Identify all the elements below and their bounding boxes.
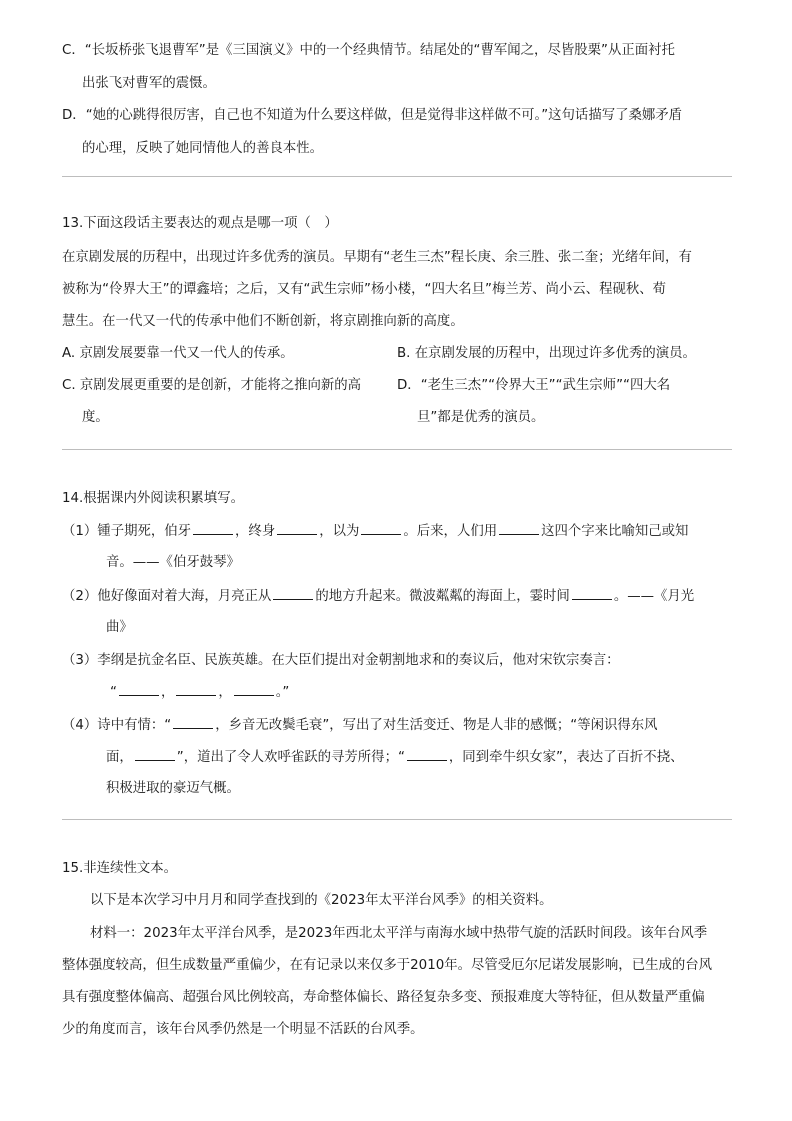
fill-blank[interactable] [273,587,313,600]
q14-item3-line1: （3）李纲是抗金名臣、民族英雄。在大臣们提出对金朝割地求和的奏议后，他对宋钦宗奏言： [62,653,620,668]
fill-blank[interactable] [135,748,175,761]
q13-paragraph-line2: 被称为“伶界大王”的谭鑫培；之后，又有“武生宗师”杨小楼，“四大名旦”梅兰芳、尚小云、程砚秋、荀 [62,282,667,297]
q14-item3-text-d: 。” [275,685,290,700]
fill-blank[interactable] [234,683,274,696]
fill-blank[interactable] [499,522,539,535]
q14-item4-text-c: 面， [106,750,133,765]
q15-material1-line3: 具有强度整体偏高、超强台风比例较高，寿命整体偏长、路径复杂多变、预报难度大等特征，但从数量严重偏 [62,990,705,1005]
section-divider [62,449,732,450]
q14-item1-text-d: 。后来，人们用 [403,524,498,539]
q14-item4-line2 [106,748,683,767]
q14-item4-text-e: ，同到牵牛织女家”，表达了百折不挠、 [448,750,684,765]
fill-blank[interactable] [277,522,317,535]
fill-blank[interactable] [193,522,233,535]
q14-item3-text-b: ， [160,685,175,700]
q14-item4-text-a: （4）诗中有情：“ [62,718,172,733]
q15-material1-line4: 少的角度而言，该年台风季仍然是一个明显不活跃的台风季。 [62,1022,424,1037]
q13-option-d-line2: 旦”都是优秀的演员。 [417,410,545,425]
q14-item1-line2: 音。——《伯牙鼓琴》 [106,555,240,570]
q15-title: 15.非连续性文本。 [62,861,178,876]
q12-option-c-line2: 出张飞对曹军的震慑。 [82,76,216,91]
q15-intro: 以下是本次学习中月月和同学查找到的《2023年太平洋台风季》的相关资料。 [90,893,553,908]
q14-item3-line2 [110,683,289,702]
fill-blank[interactable] [173,716,213,729]
q14-item2-line2: 曲》 [106,620,133,635]
q13-paragraph-line1: 在京剧发展的历程中，出现过许多优秀的演员。早期有“老生三杰”程长庚、余三胜、张二奎；光绪年间，有 [62,250,692,265]
q14-item1-line1 [62,522,688,541]
fill-blank[interactable] [572,587,612,600]
q15-material1-line1: 材料一：2023年太平洋台风季，是2023年西北太平洋与南海水域中热带气旋的活跃时间段。该年台风季 [90,926,708,941]
q14-item1-text-e: 这四个字来比喻知己或知 [541,524,689,539]
q13-option-d-line1[interactable]: D．“老生三杰”“伶界大王”“武生宗师”“四大名 [397,378,671,393]
section-divider [62,819,732,820]
fill-blank[interactable] [176,683,216,696]
q14-item2-line1 [62,587,694,606]
q14-item3-text-a: “ [110,685,117,700]
q14-title: 14.根据课内外阅读积累填写。 [62,491,244,506]
q14-item2-text-b: 的地方升起来。微波粼粼的海面上，霎时间 [315,589,570,604]
q12-option-d-line2: 的心理，反映了她同情他人的善良本性。 [82,141,324,156]
q14-item1-text-a: （1）锺子期死，伯牙 [62,524,192,539]
q15-material1-line2: 整体强度较高，但生成数量严重偏少，在有记录以来仅多于2010年。尽管受厄尔尼诺发展影响，已生成的台风 [62,958,713,973]
q13-option-b[interactable]: B. 在京剧发展的历程中，出现过许多优秀的演员。 [397,346,696,361]
q14-item1-text-c: ，以为 [319,524,360,539]
q14-item4-text-d: ”，道出了令人欢呼雀跃的寻芳所得；“ [176,750,405,765]
q13-title: 13.下面这段话主要表达的观点是哪一项（ ） [62,216,338,231]
fill-blank[interactable] [119,683,159,696]
q13-option-c-line2: 度。 [82,410,109,425]
q12-option-c-line1: C．“长坂桥张飞退曹军”是《三国演义》中的一个经典情节。结尾处的“曹军闻之，尽皆股栗”从正面衬托 [62,43,675,58]
fill-blank[interactable] [407,748,447,761]
q13-paragraph-line3: 慧生。在一代又一代的传承中他们不断创新，将京剧推向新的高度。 [62,314,464,329]
q14-item3-text-c: ， [218,685,232,700]
q14-item4-line1 [62,716,658,735]
q14-item2-text-c: 。——《月光 [613,589,695,604]
q14-item2-text-a: （2）他好像面对着大海，月亮正从 [62,589,272,604]
q14-item4-text-b: ，乡音无改鬓毛衰”，写出了对生活变迁、物是人非的感慨；“等闲识得东风 [215,718,658,733]
q14-item4-line3: 积极进取的豪迈气概。 [106,781,240,796]
q12-option-d-line1: D．“她的心跳得很厉害，自己也不知道为什么要这样做，但是觉得非这样做不可。”这句话描写了桑娜矛盾 [62,108,683,123]
q13-option-c-line1[interactable]: C. 京剧发展更重要的是创新，才能将之推向新的高 [62,378,362,393]
q14-item1-text-b: ，终身 [235,524,276,539]
q13-option-a[interactable]: A. 京剧发展要靠一代又一代人的传承。 [62,346,294,361]
section-divider [62,176,732,177]
fill-blank[interactable] [361,522,401,535]
